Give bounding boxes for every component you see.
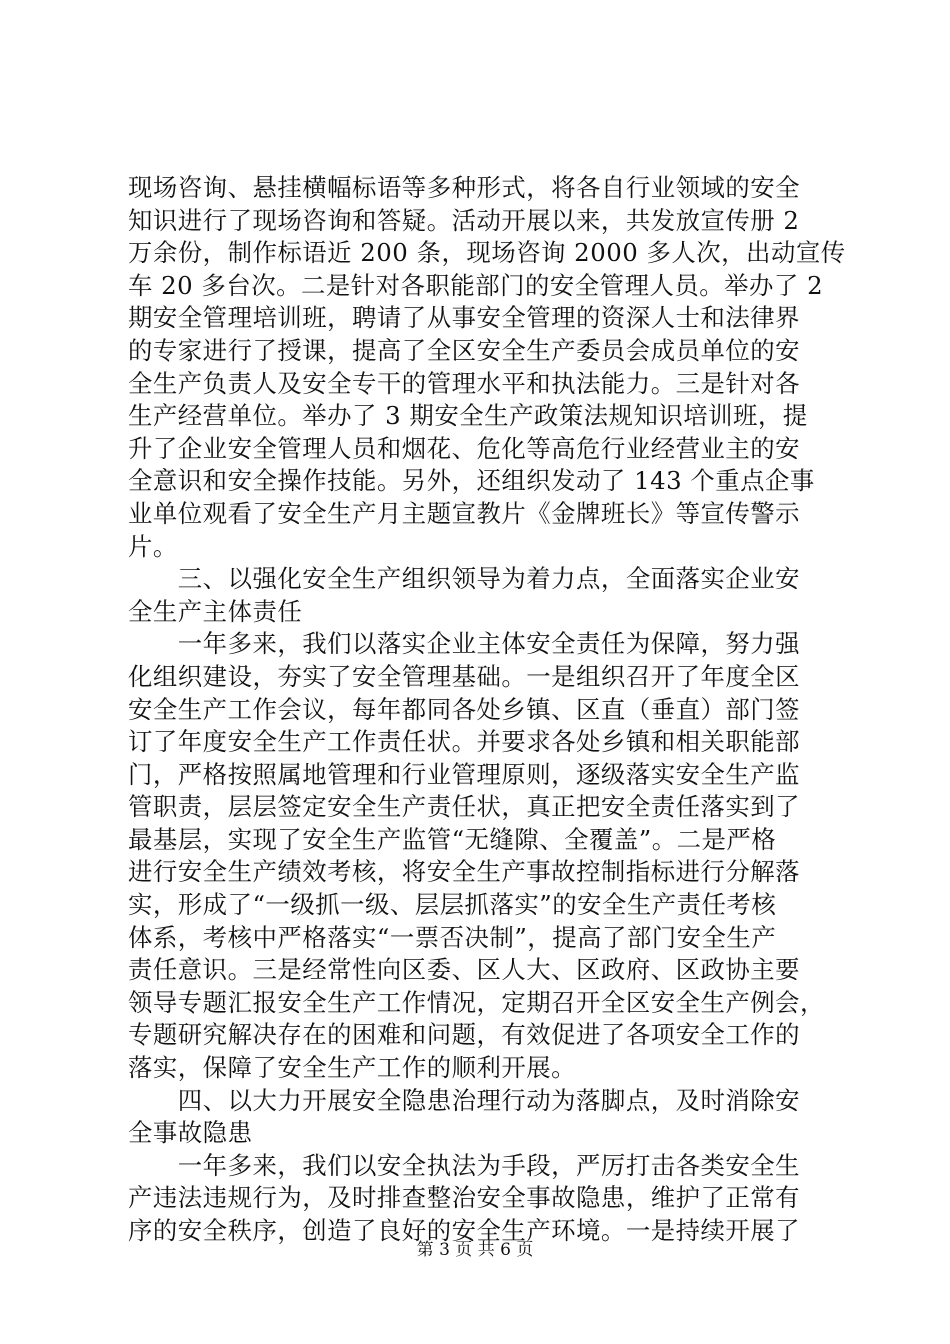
text-line: 期安全管理培训班，聘请了从事安全管理的资深人士和法律界: [128, 303, 801, 333]
text-line: 管职责，层层签定安全生产责任状，真正把安全责任落实到了: [128, 792, 801, 822]
text-line: 进行安全生产绩效考核，将安全生产事故控制指标进行分解落: [128, 857, 801, 887]
text-line: 序的安全秩序，创造了良好的安全生产环境。一是持续开展了: [128, 1216, 801, 1245]
text-line: 全意识和安全操作技能。另外，还组织发动了 143 个重点企事: [128, 466, 815, 496]
text-line: 生产经营单位。举办了 3 期安全生产政策法规知识培训班，提: [128, 401, 808, 431]
text-line: 现场咨询、悬挂横幅标语等多种形式，将各自行业领域的安全: [128, 173, 801, 202]
text-line: 全事故隐患: [128, 1118, 253, 1148]
text-line: 升了企业安全管理人员和烟花、危化等高危行业经营业主的安: [128, 433, 801, 463]
text-line: 全生产负责人及安全专干的管理水平和执法能力。三是针对各: [128, 368, 801, 398]
text-line: 最基层，实现了安全生产监管“无缝隙、全覆盖”。二是严格: [128, 824, 777, 854]
text-line: 的专家进行了授课，提高了全区安全生产委员会成员单位的安: [128, 335, 801, 365]
text-line: 三、以强化安全生产组织领导为着力点，全面落实企业安: [128, 564, 801, 594]
text-line: 万余份，制作标语近 200 条，现场咨询 2000 多人次，出动宣传: [128, 238, 846, 268]
text-line: 车 20 多台次。二是针对各职能部门的安全管理人员。举办了 2: [128, 270, 824, 300]
text-line: 化组织建设，夯实了安全管理基础。一是组织召开了年度全区: [128, 661, 801, 691]
text-line: 落实，保障了安全生产工作的顺利开展。: [128, 1053, 577, 1083]
text-line: 责任意识。三是经常性向区委、区人大、区政府、区政协主要: [128, 955, 801, 985]
text-line: 产违法违规行为，及时排查整治安全事故隐患，维护了正常有: [128, 1183, 801, 1213]
page-footer: 第 3 页 共 6 页: [416, 1240, 534, 1260]
body-text: [128, 172, 846, 1248]
text-line: 全生产主体责任: [128, 596, 303, 626]
text-line: 一年多来，我们以安全执法为手段，严厉打击各类安全生: [128, 1150, 801, 1180]
text-line: 领导专题汇报安全生产工作情况，定期召开全区安全生产例会，: [128, 987, 825, 1017]
text-line: 知识进行了现场咨询和答疑。活动开展以来，共发放宣传册 2: [128, 205, 800, 235]
text-line: 片。: [128, 531, 178, 561]
text-line: 安全生产工作会议，每年都同各处乡镇、区直（垂直）部门签: [128, 694, 801, 724]
text-line: 体系，考核中严格落实“一票否决制”，提高了部门安全生产: [128, 922, 777, 952]
text-line: 门，严格按照属地管理和行业管理原则，逐级落实安全生产监: [128, 759, 801, 789]
text-line: 专题研究解决存在的困难和问题，有效促进了各项安全工作的: [128, 1020, 801, 1050]
text-line: 业单位观看了安全生产月主题宣教片《金牌班长》等宣传警示: [128, 498, 801, 528]
text-line: 订了年度安全生产工作责任状。并要求各处乡镇和相关职能部: [128, 727, 801, 757]
text-line: 四、以大力开展安全隐患治理行动为落脚点，及时消除安: [128, 1085, 801, 1115]
text-line: 实，形成了“一级抓一级、层层抓落实”的安全生产责任考核: [128, 890, 777, 920]
text-line: 一年多来，我们以落实企业主体安全责任为保障，努力强: [128, 629, 801, 659]
